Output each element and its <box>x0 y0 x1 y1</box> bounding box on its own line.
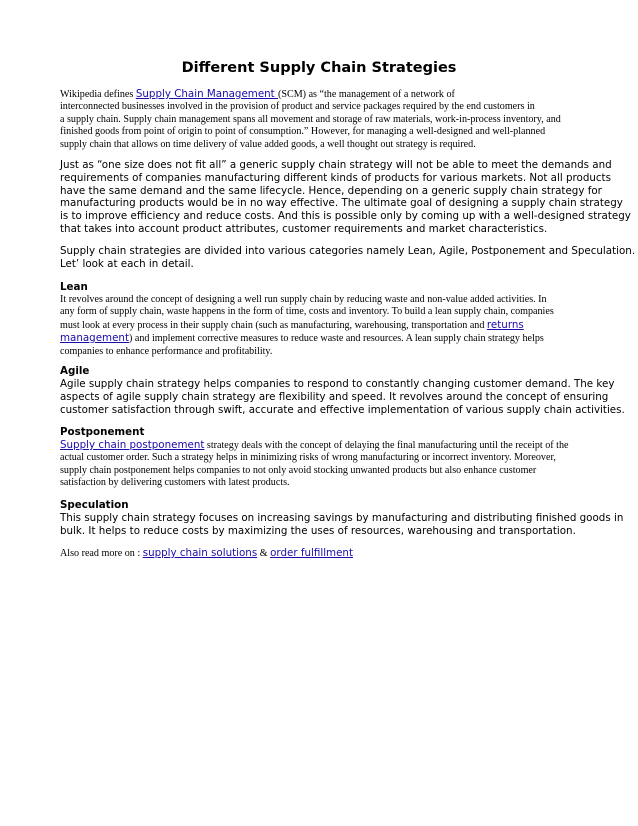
paragraph-line: It revolves around the concept of designing a well run supply chain by reducing waste and non-value added activities. In <box>60 294 547 305</box>
intro-line: a supply chain. Supply chain management spans all movement and storage of raw materials, work-in-process inventory, and <box>60 113 561 125</box>
postponement-paragraph <box>60 439 580 490</box>
lean-paragraph <box>60 294 580 358</box>
returns-management-link[interactable]: management <box>60 332 129 345</box>
paragraph-line: Let’ look at each in detail. <box>60 257 194 270</box>
paragraph-line: is to improve efficiency and reduce costs. And this is possible only by coming up with a well-designed strategy <box>60 210 631 223</box>
agile-heading: Agile <box>60 365 90 377</box>
postponement-heading: Postponement <box>60 426 145 438</box>
paragraph-line: bulk. It helps to reduce costs by maximizing the uses of resources, warehousing and transportation. <box>60 524 576 537</box>
lean-heading: Lean <box>60 281 88 293</box>
paragraph-text: must look at every process in their supply chain (such as manufacturing, warehousing, transportation and <box>60 319 487 331</box>
paragraph-line: have the same demand and the same lifecycle. Hence, depending on a generic supply chain strategy for <box>60 184 602 197</box>
paragraph-text: strategy deals with the concept of delaying the final manufacturing until the receipt of the <box>204 440 569 451</box>
paragraph-line: requirements of companies manufacturing different kinds of products for various markets. Not all products <box>60 171 611 184</box>
intro-text: Wikipedia defines <box>60 89 136 100</box>
paragraph-line: any form of supply chain, waste happens in the form of time, costs and inventory. To build a lean supply chain, companies <box>60 306 554 318</box>
intro-paragraph <box>60 88 580 151</box>
paragraph-line: Just as “one size does not fit all” a generic supply chain strategy will not be able to meet the demands and <box>60 159 612 171</box>
order-fulfillment-link[interactable]: order fulfillment <box>270 547 353 559</box>
speculation-paragraph <box>60 512 624 538</box>
intro-line: interconnected businesses involved in the provision of product and service packages required by the end customers in <box>60 101 535 113</box>
paragraph-line: Agile supply chain strategy helps companies to respond to constantly changing customer demand. The key <box>60 378 615 390</box>
ampersand: & <box>257 548 271 559</box>
paragraph-line: companies to enhance performance and profitability. <box>60 345 273 357</box>
paragraph-line: This supply chain strategy focuses on increasing savings by manufacturing and distributing finished goods in <box>60 512 624 524</box>
paragraph-line: actual customer order. Such a strategy helps in minimizing risks of wrong manufacturing or incorrect inventory. Moreover, <box>60 452 556 464</box>
page-title: Different Supply Chain Strategies <box>181 60 457 76</box>
returns-management-link[interactable]: returns <box>486 318 524 331</box>
paragraph-text: ) and implement corrective measures to reduce waste and resources. A lean supply chain strategy helps <box>128 333 544 345</box>
paragraph-line: Supply chain strategies are divided into various categories namely Lean, Agile, Postponement and Speculation. <box>60 245 636 257</box>
categories-paragraph <box>60 245 636 271</box>
intro-line: supply chain that allows on time delivery of value added goods, a well thought out strategy is required. <box>60 138 476 150</box>
supply-chain-postponement-link[interactable]: Supply chain postponement <box>60 439 205 451</box>
scm-link[interactable]: Supply Chain Management <box>135 88 278 100</box>
supply-chain-solutions-link[interactable]: supply chain solutions <box>142 547 258 559</box>
paragraph-line: supply chain postponement helps companies to not only avoid stocking unwanted products but also enhance customer <box>60 464 537 476</box>
paragraph-line: satisfaction by delivering customers with latest products. <box>60 477 290 489</box>
speculation-heading: Speculation <box>60 499 129 511</box>
paragraph-line: that takes into account product attributes, customer requirements and market characteristics. <box>60 222 548 235</box>
intro-text: (SCM) as “the management of a network of <box>278 89 455 100</box>
paragraph-line: aspects of agile supply chain strategy are flexibility and speed. It revolves around the concept of ensuring <box>60 390 609 403</box>
also-read-line <box>60 547 580 560</box>
also-read-label: Also read more on : <box>60 548 143 559</box>
generic-strategy-paragraph <box>60 159 631 236</box>
agile-paragraph <box>60 378 625 416</box>
intro-line: finished goods from point of origin to point of consumption.” However, for managing a well-designed and well-planned <box>60 126 546 138</box>
paragraph-line: customer satisfaction through swift, accurate and effective implementation of various supply chain activities. <box>60 403 625 416</box>
paragraph-line: manufacturing products would be in no way effective. The ultimate goal of designing a supply chain strategy <box>60 197 623 210</box>
